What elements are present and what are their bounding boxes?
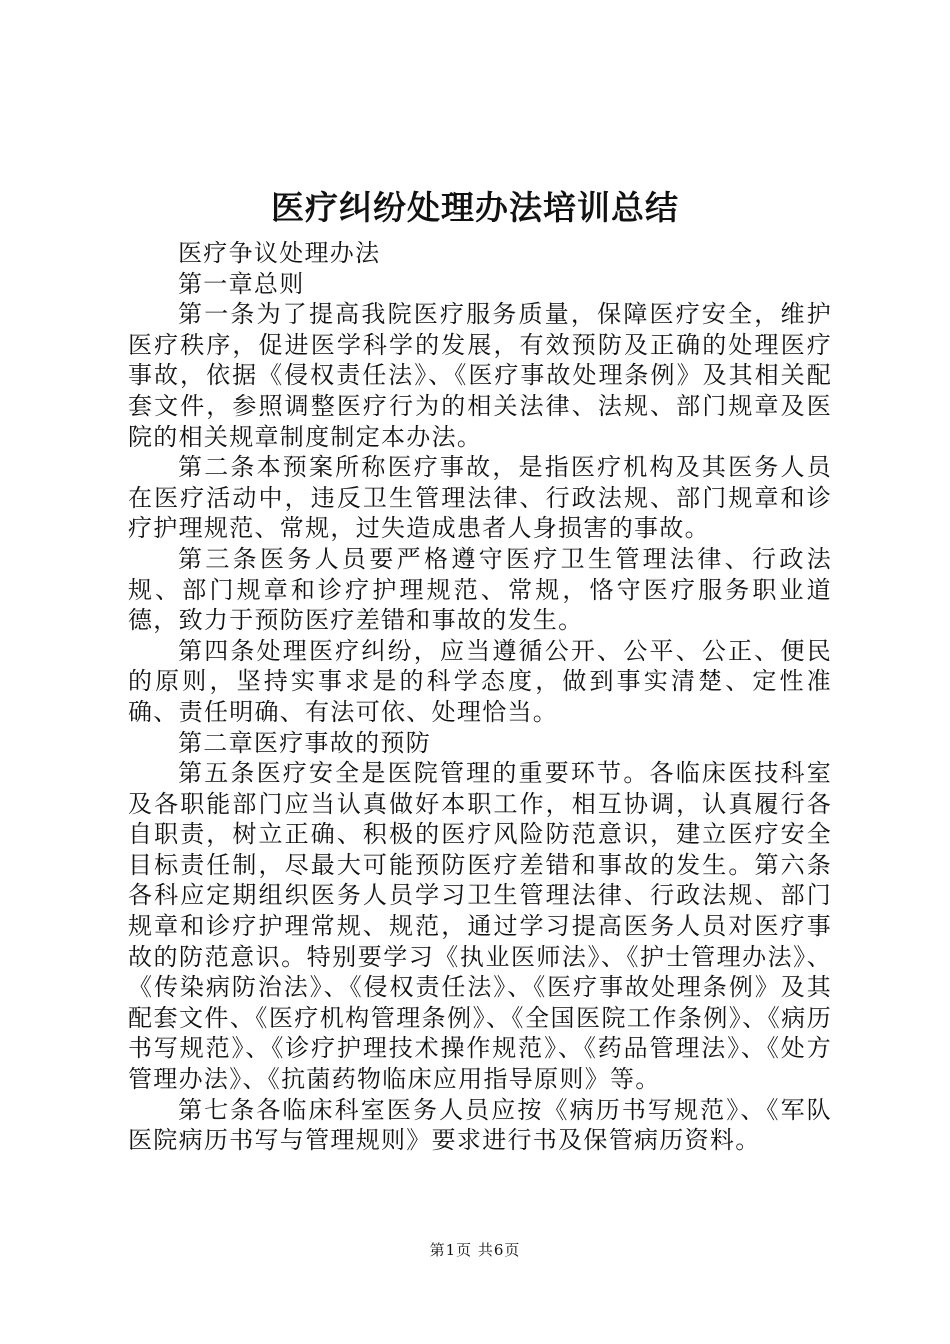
article-2: 第二条本预案所称医疗事故，是指医疗机构及其医务人员在医疗活动中，违反卫生管理法律、行政法规、部门规章和诊疗护理规范、常规，过失造成患者人身损害的事故。 [128, 453, 832, 543]
paragraph-subtitle: 医疗争议处理办法 [178, 239, 381, 267]
article-4: 第四条处理医疗纠纷，应当遵循公开、公平、公正、便民的原则，坚持实事求是的科学态度，做到事实清楚、定性准确、责任明确、有法可依、处理恰当。 [128, 636, 832, 726]
document-body [128, 238, 832, 1156]
article-5-6: 第五条医疗安全是医院管理的重要环节。各临床医技科室及各职能部门应当认真做好本职工作，相互协调，认真履行各自职责，树立正确、积极的医疗风险防范意识，建立医疗安全目标责任制，尽最大可能预防医疗差错和事故的发生。第六条各科应定期组织医务人员学习卫生管理法律、行政法规、部门规章和诊疗护理常规、规范，通过学习提高医务人员对医疗事故的防范意识。特别要学习《执业医师法》、《护士管理办法》、《传染病防治法》、《侵权责任法》、《医疗事故处理条例》及其配套文件、《医疗机构管理条例》、《全国医院工作条例》、《病历书写规范》、《诊疗护理技术操作规范》、《药品管理法》、《处方管理办法》、《抗菌药物临床应用指导原则》等。 [128, 759, 832, 1094]
chapter-heading-1: 第一章总则 [178, 269, 305, 298]
page-number-footer: 第1页 共6页 [429, 1241, 521, 1259]
chapter-heading-2: 第二章医疗事故的预防 [178, 728, 431, 757]
article-1: 第一条为了提高我院医疗服务质量，保障医疗安全，维护医疗秩序，促进医学科学的发展，有效预防及正确的处理医疗事故，依据《侵权责任法》、《医疗事故处理条例》及其相关配套文件，参照调整医疗行为的相关法律、法规、部门规章及医院的相关规章制度制定本办法。 [128, 300, 832, 451]
document-title: 医疗纠纷处理办法培训总结 [271, 188, 679, 227]
article-7: 第七条各临床科室医务人员应按《病历书写规范》、《军队医院病历书写与管理规则》要求进行书及保管病历资料。 [128, 1095, 832, 1155]
article-3: 第三条医务人员要严格遵守医疗卫生管理法律、行政法规、部门规章和诊疗护理规范、常规，恪守医疗服务职业道德，致力于预防医疗差错和事故的发生。 [128, 544, 832, 635]
